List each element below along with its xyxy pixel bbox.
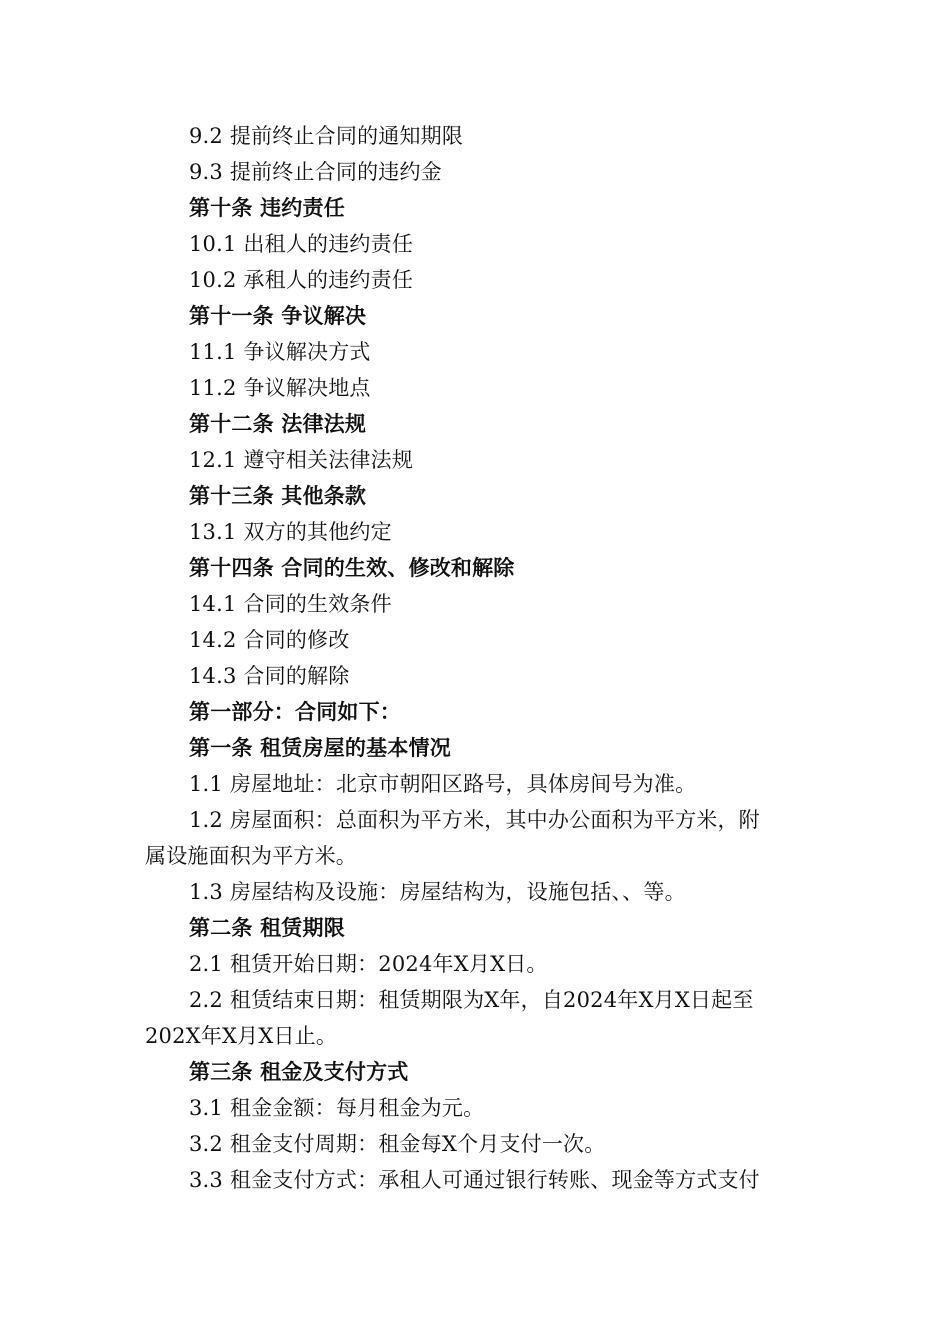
clause-item: 14.2 合同的修改 — [189, 628, 350, 652]
section-heading: 第十二条 法律法规 — [189, 411, 367, 436]
clause-item: 9.2 提前终止合同的通知期限 — [189, 124, 464, 148]
section-heading: 第十三条 其他条款 — [189, 483, 367, 508]
document-body — [145, 118, 815, 1198]
clause-item: 1.3 房屋结构及设施：房屋结构为，设施包括、、等。 — [189, 880, 686, 904]
clause-item: 12.1 遵守相关法律法规 — [189, 448, 414, 472]
paragraph-continuation: 属设施面积为平方米。 — [145, 844, 357, 868]
section-heading: 第十一条 争议解决 — [189, 303, 367, 328]
section-heading: 第十四条 合同的生效、修改和解除 — [189, 555, 515, 580]
section-heading: 第二条 租赁期限 — [189, 915, 345, 940]
clause-item: 14.3 合同的解除 — [189, 664, 350, 688]
clause-item: 9.3 提前终止合同的违约金 — [189, 160, 442, 184]
section-heading: 第十条 违约责任 — [189, 195, 345, 220]
clause-item: 10.1 出租人的违约责任 — [189, 232, 414, 256]
clause-item: 3.1 租金金额：每月租金为元。 — [189, 1096, 485, 1120]
clause-item: 2.2 租赁结束日期：租赁期限为X年，自2024年X月X日起至 — [189, 988, 754, 1012]
clause-item: 13.1 双方的其他约定 — [189, 520, 392, 544]
clause-item: 10.2 承租人的违约责任 — [189, 268, 414, 292]
section-heading: 第一部分：合同如下： — [189, 699, 401, 724]
paragraph-continuation: 202X年X月X日止。 — [145, 1024, 338, 1048]
clause-item: 1.1 房屋地址：北京市朝阳区路号，具体房间号为准。 — [189, 772, 697, 796]
clause-item: 11.2 争议解决地点 — [189, 376, 371, 400]
section-heading: 第一条 租赁房屋的基本情况 — [189, 735, 451, 760]
clause-item: 1.2 房屋面积：总面积为平方米，其中办公面积为平方米，附 — [189, 808, 760, 832]
clause-item: 3.3 租金支付方式：承租人可通过银行转账、现金等方式支付 — [189, 1168, 760, 1192]
section-heading: 第三条 租金及支付方式 — [189, 1059, 409, 1084]
clause-item: 2.1 租赁开始日期：2024年X月X日。 — [189, 952, 548, 976]
clause-item: 3.2 租金支付周期：租金每X个月支付一次。 — [189, 1132, 606, 1156]
clause-item: 14.1 合同的生效条件 — [189, 592, 392, 616]
clause-item: 11.1 争议解决方式 — [189, 340, 371, 364]
